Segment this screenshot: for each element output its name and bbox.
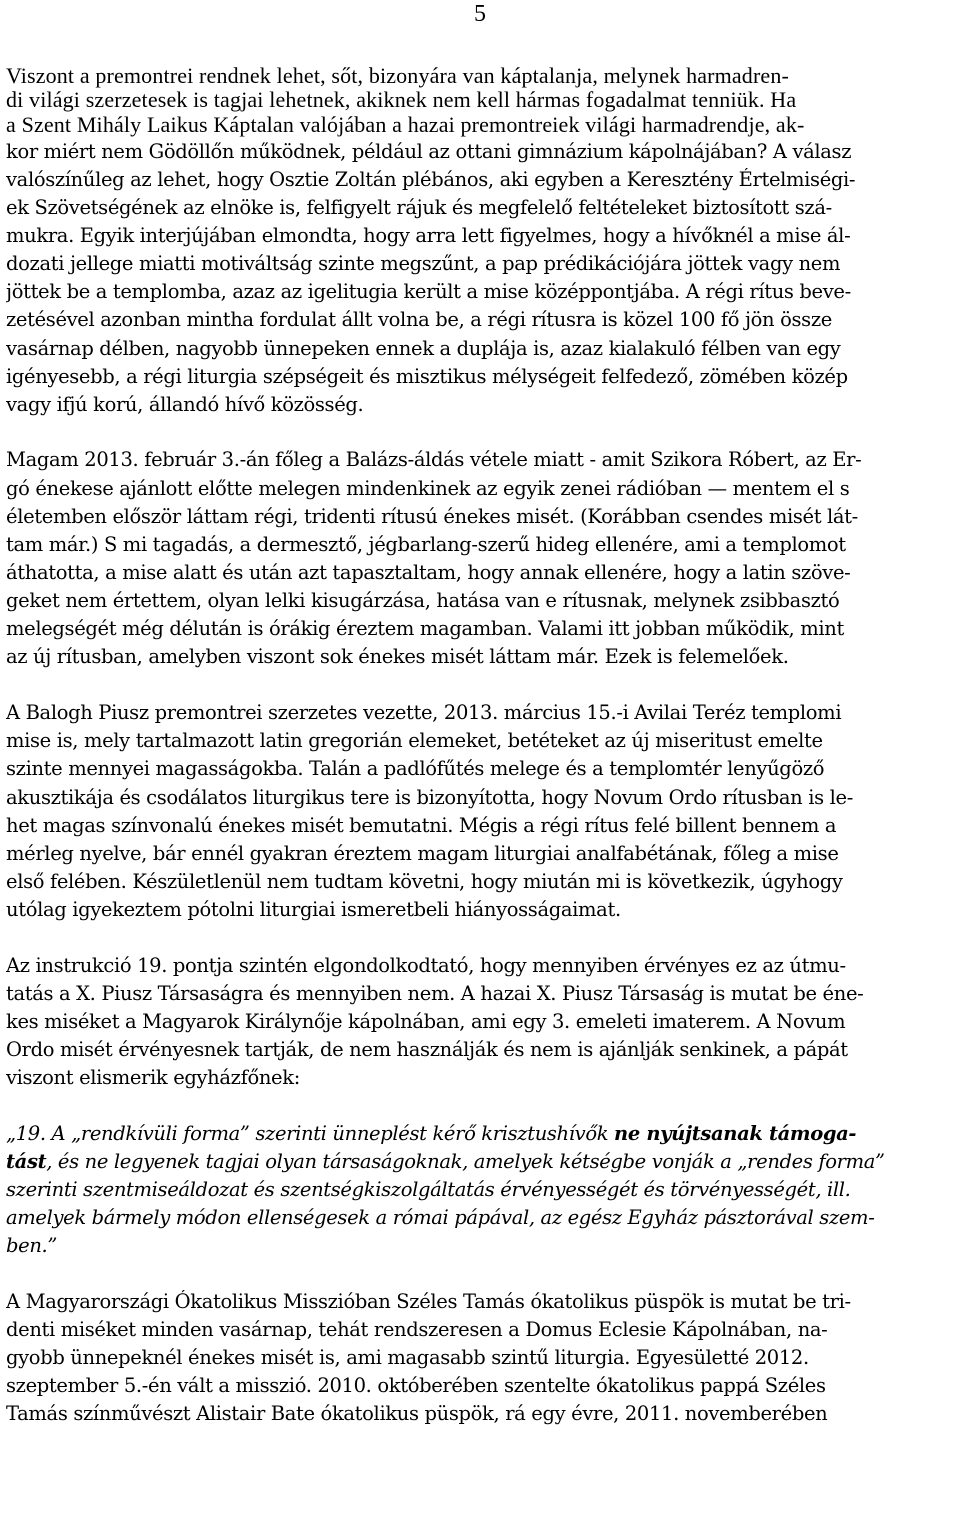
quote-line: amelyek bármely módon ellenségesek a római pápával, az egész Egyház pásztorával szem-	[6, 1206, 875, 1229]
text-line: életemben először láttam régi, tridenti rítusú énekes misét. (Korábban csendes misét lát-	[6, 505, 858, 528]
text-line: A Balogh Piusz premontrei szerzetes vezette, 2013. március 15.-i Avilai Teréz templomi	[6, 701, 842, 724]
text-line: Tamás színművészt Alistair Bate ókatolikus püspök, rá egy évre, 2011. novemberében	[6, 1402, 828, 1425]
text-line: kes miséket a Magyarok Királynője kápolnában, ami egy 3. emeleti imaterem. A Novum	[6, 1010, 846, 1033]
text-line: vagy ifjú korú, állandó hívő közösség.	[6, 393, 364, 416]
text-line: Ordo misét érvényesnek tartják, de nem használják és nem is ajánlják senkinek, a pápát	[6, 1038, 848, 1061]
text-line: jöttek be a templomba, azaz az igelitugia került a mise középpontjába. A régi rítus beve-	[6, 280, 851, 303]
text-line: Az instrukció 19. pontja szintén elgondolkodtató, hogy mennyiben érvényes ez az útmu-	[6, 954, 846, 977]
text-line: het magas színvonalú énekes misét bemutatni. Mégis a régi rítus felé billent bennem a	[6, 814, 837, 837]
text-line: a Szent Mihály Laikus Káptalan valójában a hazai premontreiek világi harmadrendje, ak-	[6, 113, 805, 137]
quote-emphasis: ne nyújtsanak támoga-	[614, 1122, 857, 1145]
text-line: gó énekese ajánlott előtte melegen mindenkinek az egyik zenei rádióban — mentem el s	[6, 477, 850, 500]
text-line: szeptember 5.-én vált a misszió. 2010. októberében szentelte ókatolikus pappá Széles	[6, 1374, 826, 1397]
text-line: geket nem értettem, olyan lelki kisugárzása, hatása van e rítusnak, melynek zsibbasztó	[6, 589, 840, 612]
text-line: mise is, mely tartalmazott latin gregorián elemeket, betéteket az új miseritust emelte	[6, 729, 823, 752]
quote-line: szerinti szentmiseáldozat és szentségkiszolgáltatás érvényességét és törvényességét, ill.	[6, 1178, 851, 1201]
text-line: utólag igyekeztem pótolni liturgiai ismeretbeli hiányosságaimat.	[6, 898, 621, 921]
text-line: ek Szövetségének az elnöke is, felfigyelt rájuk és megfelelő feltételeket biztosított szá-	[6, 196, 832, 219]
text-line: tatás a X. Piusz Társaságra és mennyiben nem. A hazai X. Piusz Társaság is mutat be éne-	[6, 982, 864, 1005]
text-line: mukra. Egyik interjújában elmondta, hogy arra lett figyelmes, hogy a hívőknél a mise ál-	[6, 224, 851, 247]
text-line: di világi szerzetesek is tagjai lehetnek, akiknek nem kell hármas fogadalmat tenniük. Ha	[6, 88, 797, 112]
text-line: gyobb ünnepeknél énekes misét is, ami magasabb szintű liturgia. Egyesületté 2012.	[6, 1346, 809, 1369]
text-line: tam már.) S mi tagadás, a dermesztő, jégbarlang-szerű hideg ellenére, ami a templomot	[6, 533, 846, 556]
text-line: kor miért nem Gödöllőn működnek, például az ottani gimnázium kápolnájában? A válasz	[6, 140, 852, 163]
text-line: akusztikája és csodálatos liturgikus tere is bizonyította, hogy Novum Ordo rítusban is le-	[6, 786, 853, 809]
text-line: szinte mennyei magasságokba. Talán a padlófűtés melege és a templomtér lenyűgöző	[6, 757, 825, 780]
text-line: vasárnap délben, nagyobb ünnepeken ennek a duplája is, azaz kialakuló félben van egy	[6, 337, 841, 360]
text-line: áthatotta, a mise alatt és után azt tapasztaltam, hogy annak ellenére, hogy a latin szöve-	[6, 561, 851, 584]
quote-line: ben.”	[6, 1234, 57, 1257]
text-line: az új rítusban, amelyben viszont sok énekes misét láttam már. Ezek is felemelőek.	[6, 645, 789, 668]
quote-text: „19. A „rendkívüli forma” szerinti ünneplést kérő krisztushívők	[6, 1122, 615, 1145]
quote-line	[6, 1150, 956, 1174]
quote-emphasis: tást	[6, 1150, 47, 1173]
quote-text: , és ne legyenek tagjai olyan társaságoknak, amelyek kétségbe vonják a „rendes forma”	[46, 1150, 885, 1173]
text-line: viszont elismerik egyházfőnek:	[6, 1066, 300, 1089]
text-line: denti miséket minden vasárnap, tehát rendszeresen a Domus Eclesie Kápolnában, na-	[6, 1318, 828, 1341]
text-line: dozati jellege miatti motiváltság szinte megszűnt, a pap prédikációjára jöttek vagy nem	[6, 252, 841, 275]
text-line: zetésével azonban mintha fordulat állt volna be, a régi rítusra is közel 100 fő jön össze	[6, 308, 832, 331]
page-number: 5	[474, 1, 486, 27]
text-line: melegségét még délután is órákig éreztem magamban. Valami itt jobban működik, mint	[6, 617, 844, 640]
text-line: valószínűleg az lehet, hogy Osztie Zoltán plébános, aki egyben a Keresztény Értelmiségi-	[6, 168, 856, 191]
text-line: igényesebb, a régi liturgia szépségeit és misztikus mélységeit felfedező, zömében közép	[6, 365, 848, 388]
quote-line	[6, 1122, 956, 1146]
text-line: Magam 2013. február 3.-án főleg a Balázs-áldás vétele miatt - amit Szikora Róbert, az Er-	[6, 448, 862, 471]
text-line: A Magyarországi Ókatolikus Misszióban Széles Tamás ókatolikus püspök is mutat be tri-	[6, 1290, 851, 1313]
text-line: Viszont a premontrei rendnek lehet, sőt, bizonyára van káptalanja, melynek harmadren-	[6, 64, 789, 88]
text-line: mérleg nyelve, bár ennél gyakran éreztem magam liturgiai analfabétának, főleg a mise	[6, 842, 839, 865]
text-line: első felében. Készületlenül nem tudtam követni, hogy miután mi is következik, úgyhogy	[6, 870, 843, 893]
